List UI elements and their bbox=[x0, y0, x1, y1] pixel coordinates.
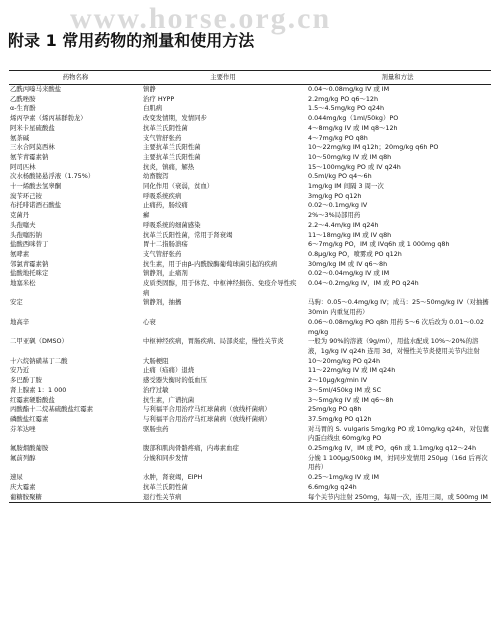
drug-name-cell: 氟前列醇 bbox=[10, 453, 36, 462]
dosage-cell: 0.02～0.04mg/kg IV 或 IM bbox=[308, 269, 390, 278]
dosage-cell: 一般为 90%的溶液（9g/ml），用盐水配成 10%～20%的溶液，1g/kg IV q24h 连用 3d，对慢性关节炎使用关节内注射 bbox=[308, 337, 480, 355]
table-body bbox=[9, 85, 491, 503]
table-row bbox=[9, 366, 491, 376]
table-row bbox=[9, 172, 491, 182]
drug-name-cell: 十六烷钠磺基丁二酸 bbox=[10, 356, 68, 365]
main-action-cell: 镇静剂，止痛剂 bbox=[143, 269, 188, 278]
table-row bbox=[9, 192, 491, 202]
dosage-cell: 0.04～0.08mg/kg IV 或 IM bbox=[308, 85, 390, 93]
dosage-cell: 10～22mg/kg IM q12h；20mg/kg q6h PO bbox=[308, 143, 439, 152]
drug-name-cell: 芬苯达唑 bbox=[10, 424, 36, 433]
dosage-cell: 1mg/kg IM 间隔 3 周一次 bbox=[308, 182, 384, 191]
table-row bbox=[9, 493, 491, 503]
table-row bbox=[9, 124, 491, 134]
main-action-cell: 抗革兰氏阳性菌，常用于肾衰竭 bbox=[143, 230, 233, 239]
table-row bbox=[9, 250, 491, 260]
main-action-cell: 主要抗革兰氏阳性菌 bbox=[143, 152, 201, 161]
main-action-cell: 心衰 bbox=[143, 317, 156, 326]
table-row bbox=[9, 337, 491, 356]
main-action-cell: 皮质类固醇，用于休克、中枢神经损伤、免疫介导性疾病 bbox=[143, 279, 297, 297]
drug-name-cell: 红霉素硬脂酸盐 bbox=[10, 395, 55, 404]
table-row bbox=[9, 211, 491, 221]
table-row bbox=[9, 163, 491, 173]
drug-name-cell: 盐酸地托咪定 bbox=[10, 269, 49, 278]
main-action-cell: 腹部和肌肉骨骼疼痛，内毒素血症 bbox=[143, 444, 239, 453]
table-row bbox=[9, 182, 491, 192]
table-row bbox=[9, 260, 491, 270]
table-row bbox=[9, 376, 491, 386]
drug-name-cell: 葡糖胺聚糖 bbox=[10, 492, 42, 501]
dosage-cell: 3～5ml/450kg IM 或 SC bbox=[308, 385, 382, 394]
main-action-cell: 治疗过敏 bbox=[143, 385, 169, 394]
dosage-cell: 0.06～0.08mg/kg PO q8h 用药 5～6 次后改为 0.01～0.02mg/kg bbox=[308, 317, 485, 336]
dosage-cell: 15～100mg/kg PO 或 IV q24h bbox=[308, 162, 401, 171]
main-action-cell: 胃十二指肠溃疡 bbox=[143, 240, 188, 249]
drug-name-cell: α-生育酚 bbox=[10, 104, 36, 113]
column-header-action: 主要作用 bbox=[210, 72, 236, 81]
dosage-cell: 6～7mg/kg PO，IM 或 IVq6h 或 1 000mg q8h bbox=[308, 240, 450, 249]
dosage-cell: 2～10μg/kg/min IV bbox=[308, 376, 368, 385]
dosage-cell: 2%～3%局部用药 bbox=[308, 211, 361, 220]
main-action-cell: 主要抗革兰氏阳性菌 bbox=[143, 143, 201, 152]
dosage-cell: 0.02～0.1mg/kg IV bbox=[308, 201, 368, 210]
watermark: www.horse.org.cn bbox=[70, 2, 332, 35]
table-row bbox=[9, 396, 491, 406]
table-row bbox=[9, 483, 491, 493]
main-action-cell: 镇静剂，抽搐 bbox=[143, 298, 182, 307]
dosage-cell: 11～18mg/kg IM 或 IV q8h bbox=[308, 230, 392, 239]
drug-name-cell: 布托啡诺酒石酸盐 bbox=[10, 201, 62, 210]
dosage-cell: 10～20mg/kg PO q24h bbox=[308, 356, 381, 365]
dosage-cell: 0.044mg/kg（1ml/50kg）PO bbox=[308, 114, 399, 123]
drug-name-cell: 三水合阿莫西林 bbox=[10, 143, 55, 152]
drug-name-cell: 速尿 bbox=[10, 473, 23, 482]
dosage-cell: 0.04～0.2mg/kg IV，IM 或 PO q24h bbox=[308, 279, 419, 288]
table-row bbox=[9, 415, 491, 425]
table-row bbox=[9, 134, 491, 144]
drug-name-cell: 地塞米松 bbox=[10, 279, 36, 288]
table-row bbox=[9, 240, 491, 250]
main-action-cell: 止痛（疝痛）退烧 bbox=[143, 366, 195, 375]
table-header-row bbox=[9, 71, 491, 85]
table-row bbox=[9, 104, 491, 114]
table-row bbox=[9, 405, 491, 415]
main-action-cell: 支气管舒张药 bbox=[143, 133, 182, 142]
dosage-cell: 6.6mg/kg q24h bbox=[308, 482, 357, 491]
main-action-cell: 抗炎，镇痛，解热 bbox=[143, 162, 195, 171]
dosage-cell: 10～50mg/kg IV 或 IM q8h bbox=[308, 152, 392, 161]
column-header-drug: 药物名称 bbox=[62, 72, 89, 81]
drug-name-cell: 安乃近 bbox=[10, 366, 30, 375]
drug-name-cell: 烯丙孕素（烯丙基群勃龙） bbox=[10, 114, 87, 123]
main-action-cell: 白肌病 bbox=[143, 104, 163, 113]
main-action-cell: 呼吸系统的细菌感染 bbox=[143, 220, 201, 229]
drug-name-cell: 氨苄青霉素钠 bbox=[10, 152, 49, 161]
table-row bbox=[9, 454, 491, 473]
drug-name-cell: 邻氯青霉素钠 bbox=[10, 259, 49, 268]
table-row bbox=[9, 318, 491, 337]
drug-name-cell: 乙酰丙嗪马来酸盐 bbox=[10, 85, 62, 93]
page-title: 附录 1 常用药物的剂量和使用方法 bbox=[8, 31, 255, 50]
drug-name-cell: 地高辛 bbox=[10, 317, 30, 326]
dosage-cell: 0.25～1mg/kg IV 或 IM bbox=[308, 473, 380, 482]
drug-name-cell: 肾上腺素 1：1 000 bbox=[10, 385, 67, 394]
drug-name-cell: 氨哮素 bbox=[10, 249, 30, 258]
table-row bbox=[9, 153, 491, 163]
drug-name-cell: 克菌丹 bbox=[10, 211, 30, 220]
main-action-cell: 水肿，肾衰竭，EIPH bbox=[143, 473, 203, 482]
table-row bbox=[9, 201, 491, 211]
table-row bbox=[9, 473, 491, 483]
main-action-cell: 分娩和同步发情 bbox=[143, 453, 188, 462]
main-action-cell: 止痛药，肠绞痛 bbox=[143, 201, 188, 210]
dosage-cell: 37.5mg/kg PO q12h bbox=[308, 414, 372, 423]
drug-name-cell: 乙酰唑胺 bbox=[10, 94, 36, 103]
main-action-cell: 大肠梗阻 bbox=[143, 356, 169, 365]
drug-name-cell: 阿司匹林 bbox=[10, 162, 36, 171]
dosage-cell: 3mg/kg PO q12h bbox=[308, 191, 362, 200]
table-row bbox=[9, 279, 491, 298]
main-action-cell: 幼畜腹泻 bbox=[143, 172, 169, 181]
dosage-cell: 2.2～4.4m/kg IM q24h bbox=[308, 220, 379, 229]
table-row bbox=[9, 114, 491, 124]
main-action-cell: 抗革兰氏阴性菌 bbox=[143, 123, 188, 132]
column-header-dosage: 剂量和方法 bbox=[381, 72, 414, 81]
dosage-cell: 每个关节内注射 250mg，每周一次，连用三周，或 500mg IM bbox=[308, 492, 488, 501]
dosage-cell: 11～22mg/kg IV 或 IM q24h bbox=[308, 366, 396, 375]
dosage-cell: 0.25mg/kg IV，IM 或 PO，q6h 或 1.1mg/kg q12～24h bbox=[308, 444, 477, 453]
drug-name-cell: 次水杨酸铋悬浮液（1.75%） bbox=[10, 172, 95, 181]
main-action-cell: 感受器失衡时的低血压 bbox=[143, 376, 207, 385]
table-row bbox=[9, 85, 491, 95]
table-row bbox=[9, 386, 491, 396]
main-action-cell: 与利福平合用治疗马红球菌病（放线杆菌病） bbox=[143, 405, 271, 414]
main-action-cell: 抗生素，广谱抗菌 bbox=[143, 395, 195, 404]
dosage-cell: 0.8μg/kg PO，喷雾或 PO q12h bbox=[308, 249, 402, 258]
table-row bbox=[9, 425, 491, 444]
dosage-cell: 分娩 1 100μg/500kg IM，対同步发情用 250μg（16d 后再次用药） bbox=[308, 453, 488, 472]
dosage-cell: 25mg/kg PO q8h bbox=[308, 405, 362, 414]
drug-name-cell: 头孢噻夫 bbox=[10, 220, 36, 229]
main-action-cell: 癣 bbox=[143, 211, 150, 220]
drug-name-cell: 十一烯酸去氢睾酮 bbox=[10, 182, 62, 191]
main-action-cell: 与利福平合用治疗马红球菌病（放线杆菌病） bbox=[143, 414, 271, 423]
main-action-cell: 驱肠虫药 bbox=[143, 424, 169, 433]
dosage-cell: 1.5～4.5mg/kg PO q24h bbox=[308, 104, 385, 113]
dosage-cell: 30mg/kg IM 或 IV q6～8h bbox=[308, 259, 388, 268]
drug-name-cell: 氟胺烟酸葡胺 bbox=[10, 444, 49, 453]
drug-name-cell: 盐酸西咪替丁 bbox=[10, 240, 49, 249]
dosage-cell: 4～7mg/kg PO q8h bbox=[308, 133, 368, 142]
drug-name-cell: 丙酸酯十二烷基硫酸盐红霉素 bbox=[10, 405, 94, 414]
dosage-cell: 对马胃的 S. vulgaris 5mg/kg PO 或 10mg/kg q24h，对包囊内蛋白线虫 60mg/kg PO bbox=[308, 424, 489, 443]
dosage-cell: 0.5ml/kg PO q4～6h bbox=[308, 172, 372, 181]
main-action-cell: 抗革兰氏阴性菌 bbox=[143, 482, 188, 491]
table-row bbox=[9, 231, 491, 241]
main-action-cell: 支气管舒张药 bbox=[143, 249, 182, 258]
table-row bbox=[9, 221, 491, 231]
table-row bbox=[9, 298, 491, 317]
main-action-cell: 中枢神经疾病，胃肠疾病、局部炎症，慢性关节炎 bbox=[143, 337, 284, 346]
main-action-cell: 呼吸系统疾病 bbox=[143, 191, 182, 200]
main-action-cell: 改变发情期，发情同步 bbox=[143, 114, 207, 123]
main-action-cell: 治疗 HYPP bbox=[143, 94, 175, 103]
drug-name-cell: 多巴酚丁胺 bbox=[10, 376, 42, 385]
drug-name-cell: 安定 bbox=[10, 298, 23, 307]
main-action-cell: 同化作用（衰弱，贫血） bbox=[143, 182, 214, 191]
table-row bbox=[9, 444, 491, 454]
dosage-table bbox=[9, 70, 491, 503]
dosage-cell: 3～5mg/kg IV 或 IM q6～8h bbox=[308, 395, 394, 404]
dosage-cell: 4～8mg/kg IV 或 IM q8～12h bbox=[308, 123, 398, 132]
table-row bbox=[9, 357, 491, 367]
table-row bbox=[9, 95, 491, 105]
dosage-cell: 2.2mg/kg PO q6～12h bbox=[308, 94, 378, 103]
table-row bbox=[9, 143, 491, 153]
main-action-cell: 抗生素，用于由β-内酰胺酶葡萄球菌引起的疾病 bbox=[143, 259, 278, 268]
drug-name-cell: 阿米卡星硫酸盐 bbox=[10, 123, 55, 132]
main-action-cell: 退行性关节病 bbox=[143, 492, 182, 501]
drug-name-cell: 溴苄环己铵 bbox=[10, 191, 42, 200]
dosage-cell: 马驹：0.05～0.4mg/kg IV；成马：25～50mg/kg IV（对抽搐 30min 内重复用药） bbox=[308, 298, 489, 317]
drug-name-cell: 头孢噻肟钠 bbox=[10, 230, 42, 239]
drug-name-cell: 氨茶碱 bbox=[10, 133, 30, 142]
drug-name-cell: 二甲亚砜（DMSO） bbox=[10, 337, 68, 346]
drug-name-cell: 磷酸盐红霉素 bbox=[10, 414, 49, 423]
drug-name-cell: 庆大霉素 bbox=[10, 482, 36, 491]
main-action-cell: 镇静 bbox=[143, 85, 156, 93]
table-row bbox=[9, 269, 491, 279]
